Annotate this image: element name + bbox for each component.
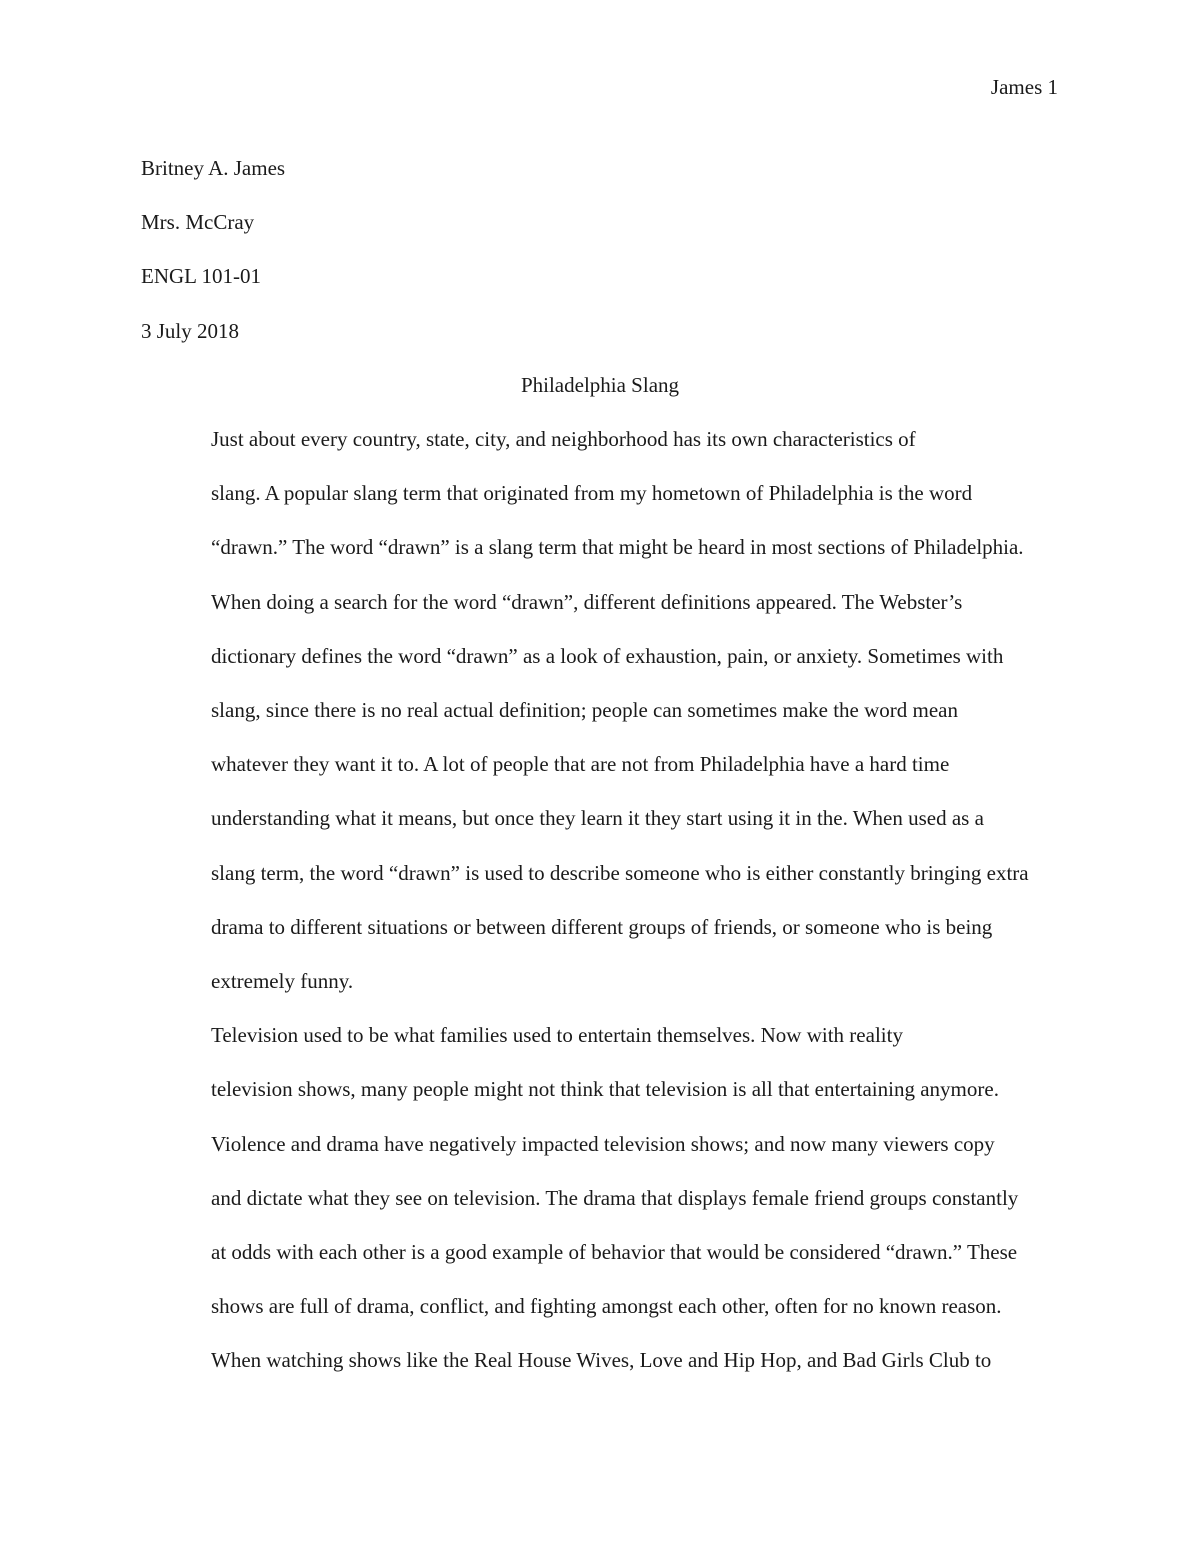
paragraph-line: “drawn.” The word “drawn” is a slang term that might be heard in most sections of Philadelphia. — [211, 535, 1024, 560]
paragraph-line: dictionary defines the word “drawn” as a look of exhaustion, pain, or anxiety. Sometimes with — [211, 643, 1004, 668]
paragraph-line: whatever they want it to. A lot of people that are not from Philadelphia have a hard time — [211, 752, 950, 777]
essay-body — [141, 141, 1059, 1388]
paragraph-line: Violence and drama have negatively impacted television shows; and now many viewers copy — [211, 1131, 995, 1156]
paragraph-line: understanding what it means, but once they learn it they start using it in the. When used as a — [211, 806, 984, 831]
paragraph-line: When doing a search for the word “drawn”, different definitions appeared. The Webster’s — [211, 589, 963, 614]
instructor-name: Mrs. McCray — [141, 210, 255, 235]
paragraph-line: slang, since there is no real actual definition; people can sometimes make the word mean — [211, 698, 958, 723]
essay-date: 3 July 2018 — [141, 318, 240, 343]
running-head-page-number: James 1 — [990, 75, 1058, 99]
paragraph-line: at odds with each other is a good example of behavior that would be considered “drawn.” These — [211, 1240, 1018, 1265]
course-code: ENGL 101-01 — [141, 264, 261, 289]
paragraph-line: Just about every country, state, city, and neighborhood has its own characteristics of — [211, 427, 916, 452]
paragraph-line: Television used to be what families used to entertain themselves. Now with reality — [211, 1023, 903, 1048]
paragraph-line: and dictate what they see on television. The drama that displays female friend groups constantly — [211, 1185, 1019, 1210]
paragraph-line: television shows, many people might not think that television is all that entertaining anymore. — [211, 1077, 999, 1102]
paragraph-line: When watching shows like the Real House Wives, Love and Hip Hop, and Bad Girls Club to — [211, 1348, 992, 1373]
paragraph-2 — [141, 1008, 1059, 1387]
paragraph-1 — [141, 412, 1059, 1008]
paragraph-line: slang term, the word “drawn” is used to describe someone who is either constantly bringing extra — [211, 860, 1029, 885]
paragraph-line: shows are full of drama, conflict, and fighting amongst each other, often for no known reason. — [211, 1294, 1002, 1319]
student-name: Britney A. James — [141, 156, 286, 180]
paragraph-line: slang. A popular slang term that originated from my hometown of Philadelphia is the word — [211, 481, 973, 506]
paragraph-line: extremely funny. — [211, 969, 354, 994]
essay-title: Philadelphia Slang — [520, 372, 680, 397]
paragraph-line: drama to different situations or between different groups of friends, or someone who is being — [211, 914, 993, 939]
